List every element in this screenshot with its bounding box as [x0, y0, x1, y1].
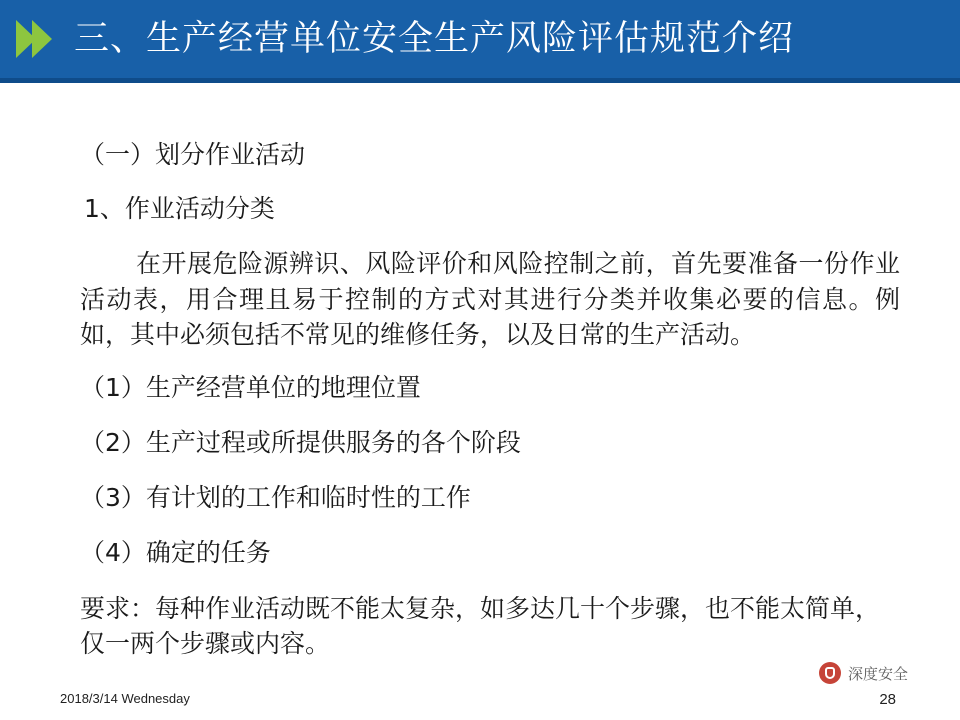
- page-number: 28: [879, 691, 896, 708]
- chevron-right-icon: [0, 0, 62, 78]
- list-item: （2）生产过程或所提供服务的各个阶段: [80, 427, 521, 457]
- body-paragraph: 在开展危险源辨识、风险评价和风险控制之前，首先要准备一份作业活动表，用合理且易于控制的方式对其进行分类并收集必要的信息。例如，其中必须包括不常见的维修任务，以及日常的生产活动。: [80, 249, 900, 349]
- watermark: [819, 662, 908, 684]
- slide-header: [0, 0, 960, 78]
- section-title: （一）划分作业活动: [80, 140, 306, 169]
- slide-date: 2018/3/14 Wednesday: [60, 691, 190, 706]
- watermark-label: 深度安全: [847, 664, 908, 683]
- list-item: （1）生产经营单位的地理位置: [80, 372, 421, 402]
- list-item: （4）确定的任务: [80, 537, 271, 567]
- slide-body: [0, 83, 960, 663]
- wechat-account-icon: [819, 662, 841, 684]
- requirement-text: 要求：每种作业活动既不能太复杂，如多达几十个步骤，也不能太简单，仅一两个步骤或内容。: [80, 593, 881, 658]
- subsection-title: 1、作业活动分类: [84, 194, 275, 223]
- page-title: 三、生产经营单位安全生产风险评估规范介绍: [74, 18, 795, 59]
- list-item: （3）有计划的工作和临时性的工作: [80, 482, 471, 512]
